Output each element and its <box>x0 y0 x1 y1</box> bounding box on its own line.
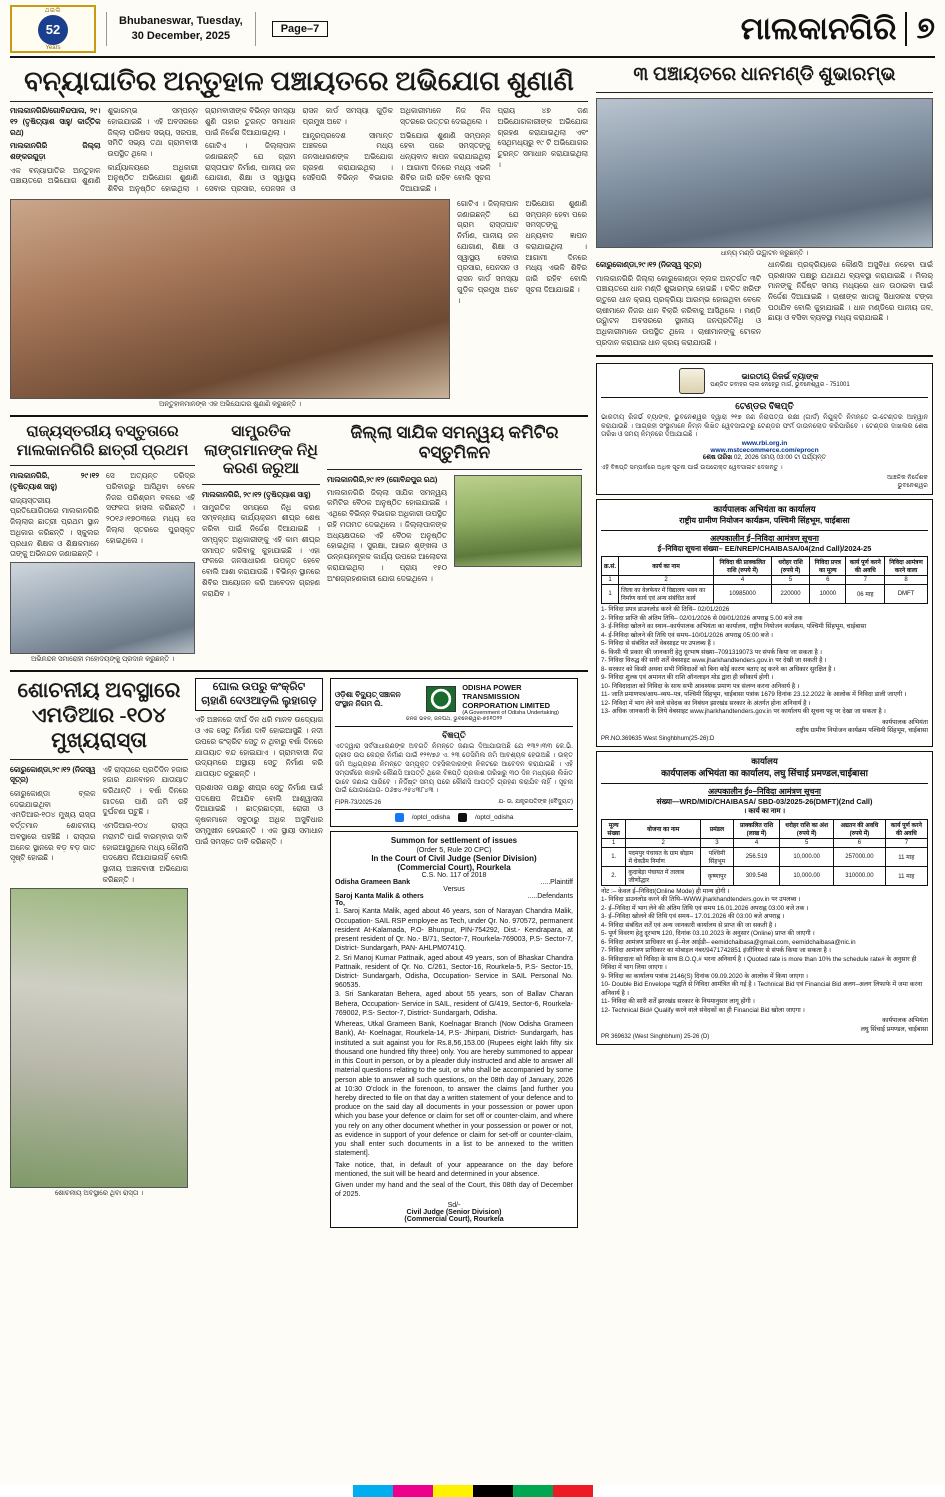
lead-col-4: ଆନ୍ଧ୍ରପ୍ରଦେଶ ସୀମାନ୍ତ ଅଞ୍ଚଳରେ ମଧ୍ୟ ଜନସାଧାରଣଙ୍କ ଅଭିଯୋଗ ଗ୍ରହଣ କରାଯାଇଥିଲା । ସେହିପରି ବିଭିନ୍ନ ବିଭାଗର ଅଧିକାରୀମାନେ ନିଜ ନିଜ ସ୍ତରରେ ଉତ୍ତର ଦେଇଥିଲେ । <box>302 106 491 183</box>
mid-story-1 <box>10 423 195 664</box>
nrep-sh-6: 8 <box>885 576 928 585</box>
nrep-head-2: राष्ट्रीय ग्रामीण नियोजन कार्यक्रम, पश्चिमी सिंहभूम, चाईबासा <box>679 515 850 525</box>
nrep-note-7: 8- सरकार को किसी अथवा सभी निविदाओं को बिना कोई कारण बताए रद्द करने का अधिकार सुरक्षित है । <box>601 665 836 673</box>
optcl-fipr: FIPR-73/2025-26 <box>335 800 382 807</box>
mid1-byline: ମାଲକାନଗିରି, ୨୯।୧୨ (ତୃଷିତ୍ୟାଶ ସାହୁ) <box>10 471 99 491</box>
lead-byline: ମାଲକାନଗିରି/ଗୋବିନ୍ଦପାଲ, ୨୯।୧୨ (ତୃଷିତ୍ୟାଶ ସାହୁ/ କାର୍ତ୍ତିକ ରଥ) <box>10 106 101 137</box>
rbi-date-value: 02, 2026 ସମୟ 03:00 ଟା ପର୍ଯ୍ୟନ୍ତ <box>733 454 827 462</box>
sbd-r1-c2: पश्चिमी सिंहभूम <box>700 847 733 866</box>
optcl-title-en: ODISHA POWER TRANSMISSION CORPORATION LIMITED <box>462 682 550 710</box>
nrep-note-8: 9- निविदा शुल्क एवं अमानत की राशि ऑनलाइन मोड द्वारा ही स्वीकार्य होगी । <box>601 674 774 682</box>
sbd-r1-c3: 256.519 <box>733 847 779 866</box>
sbd-th-5: अद्यतन की अवधि (रुपये में) <box>834 819 886 838</box>
lead-col-6: ପ୍ରାୟ ୪୭ ଜଣ ଅଭିଯୋଗକାରୀଙ୍କ ଅଭିଯୋଗ ଗ୍ରହଣ କରାଯାଇଥିଲା ଏବଂ ସେଥିମଧ୍ୟରୁ ୧୯ ଟି ଅଭିଯୋଗର ତୁରନ୍ତ ସମାଧାନ କରାଯାଇଥିଲା । <box>497 106 588 169</box>
rbi-sign-1: ଆଞ୍ଚଳିକ ନିର୍ଦ୍ଦେଶକ <box>886 474 928 482</box>
optcl-ad <box>330 678 578 827</box>
court-case-no: C.S. No. 117 of 2018 <box>421 872 487 880</box>
sbd-table <box>601 819 928 886</box>
sbd-sign-1: कार्यपालक अभियंता <box>882 1017 928 1025</box>
nrep-table <box>601 556 928 604</box>
optcl-address: ଜନଜ ଭବନ, ଜନପଥ, ଭୁବନେଶ୍ୱର-୭୫୧୦୨୨ <box>405 715 503 722</box>
nrep-note-10: 11- जाति प्रमाणपत्र/आय–व्यय–पत्र, पश्चिमी सिंहभूम, चाईबासा पत्रांक 1679 दिनांक 23.12.2022 के आलोक में निविदा डाली जाएगी । <box>601 691 907 699</box>
rbi-title: ଟେଣ୍ଡର ବିଜ୍ଞପ୍ତି <box>735 400 794 411</box>
nrep-note-1: 2- निविदा प्राप्ति की अंतिम तिथि– 02/01/2026 से 09/01/2026 अपराह्न 5.00 बजे तक <box>601 614 803 622</box>
nrep-note-6: 7- निविदा विरुद्ध की सारी शर्तें वेबसाइट www.jharkhandtenders.gov.in पर देखी जा सकती है । <box>601 657 827 665</box>
right-top-col1: ମାଲକାନଗିରି ଜିଲ୍ଲା କୋରୁକୋଣ୍ଡା ବ୍ଲକ ଅନ୍ତର୍ଗତ ୩ଟି ପଞ୍ଚାୟତରେ ଧାନ ମଣ୍ଡି ଶୁଭାରମ୍ଭ ହୋଇଛି । ଚଳିତ ଖରିଫ ଋତୁରେ ଧାନ କ୍ରୟ ପ୍ରକ୍ରିୟା ଆରମ୍ଭ ହୋଇଥିବା ବେଳେ ଚାଷୀମାନେ ନିଜର ଧାନ ବିକ୍ରି କରିବାକୁ ଆସିଥିଲେ । ମଣ୍ଡି ଉଦ୍ଘାଟନ ଅବସରରେ ସ୍ଥାନୀୟ ଜନପ୍ରତିନିଧି ଓ ଅଧିକାରୀମାନେ ଉପସ୍ଥିତ ଥିଲେ । ଚାଷୀମାନଙ୍କୁ ଟୋକନ ପ୍ରଦାନ କରାଯାଇ ଧାନ କ୍ରୟ କରାଯାଉଛି । <box>596 273 761 347</box>
sbd-th-4: धरोहर राशि का अंश (रुपये में) <box>780 819 834 838</box>
sbd-sh-4: 5 <box>780 838 834 847</box>
mid2-body: ସାମ୍ପ୍ରତିକ ସମୟରେ ନିଧି କରଣ ସମ୍ବନ୍ଧୀୟ କାର୍ଯ୍ୟକ୍ରମ ଶୀଘ୍ର ଶେଷ କରିବା ପାଇଁ ନିର୍ଦ୍ଦେଶ ଦିଆଯାଇଛି । ସମ୍ପୃକ୍ତ ଅଧିକାରୀଙ୍କୁ ଏହି କାମ ଶୀଘ୍ର ସମାପ୍ତ କରିବାକୁ କୁହାଯାଇଛି । ଏହା ଫଳରେ ଜନସାଧାରଣ ଉପକୃତ ହେବେ ବୋଲି ଆଶା କରାଯାଉଛି । ବିଭିନ୍ନ ସ୍ଥାନରେ ଶିବିର ଆୟୋଜନ କରି ଆବେଦନ ଗ୍ରହଣ କରାଯିବ । <box>202 502 320 598</box>
lead-headline: ବନ୍ୟାଘାତିର ଅନ୍ତୁହାଳ ପଞ୍ଚାୟତରେ ଅଭିଯୋଗ ଶୁଣାଣି <box>10 64 588 102</box>
sbd-r2-c3: 309.548 <box>733 866 779 885</box>
optcl-body: ଏତଦ୍ଦ୍ୱାରା ସର୍ବସାଧାରଣଙ୍କ ଅବଗତି ନିମନ୍ତେ ଜଣାଇ ଦିଆଯାଉଅଛି ଯେ ୧୩୨।୩୩ କେ.ଭି. ଗ୍ରୀଡ ଉପ କେନ୍ଦ୍ର ନିର୍ମାଣ ପାଇଁ ୧୨୧/୭୬ ଏ. ୨୩ ଡେସିମିଲ ଜମି ଆବଶ୍ୟକ ହେଉଅଛି । ଉକ୍ତ ଜମି ଅଧିଗ୍ରହଣ ନିମନ୍ତେ ସମ୍ପୃକ୍ତ ତହସିଲଦାରଙ୍କ ନିକଟରେ ଆବେଦନ କରାଯାଇଛି । ଏହି ସମ୍ପର୍କରେ କାହାରି କୌଣସି ଆପତ୍ତି ଥିଲେ ବିଜ୍ଞପ୍ତି ପ୍ରକାଶ ତାରିଖରୁ ୩୦ ଦିନ ମଧ୍ୟରେ ଲିଖିତ ଭାବେ ଜଣାଇ ପାରିବେ । ନିର୍ଦ୍ଦିଷ୍ଟ ସମୟ ପରେ କୌଣସି ଆପତ୍ତି ଗ୍ରହଣ କରାଯିବ ନାହିଁ । ସୂଚନା ପାଇଁ ଯୋଗାଯୋଗ- ୦୬୭୪-୨୫୪୩୮୪୩ । <box>335 742 573 795</box>
nrep-th-5: कार्य पूर्ण करने की अवधि <box>846 557 885 576</box>
sbd-th-2: प्रमंडल <box>700 819 733 838</box>
court-para-1: Whereas, Utkal Grameen Bank, Koelnagar Branch (Now Odisha Grameen Bank), At- Koelnagar, Rourkela-14, P.S- Jhirpani, District- Sundargarh, has instituted a suit against you for Rs.8,56,153.00 (Rupees eight lakh fifty six thousand one hundred fifty three) only. You are hereby summoned to appear in this Court in person, or by a pleader duly instructed and able to answer all material questions relating to the suit, or who shall be accompanied by some person able to answer all such questions, on the 08th day of January, 2026 at 10:30 O'clock in the forenoon, to answer the claims [and further you hereby directed to file on that day a written statement of your defence and to produce on the said day all documents in your possession or power upon which you base your defence or claim for set off or counter-claim, and where you rely on any other document whether in your possession or power or not, as evidence in support of your defence or claim for set-off or counter-claim, you shall enter such documents in a list to be annexed to the written statement]. <box>335 1021 573 1158</box>
nrep-sh-3: 5 <box>771 576 809 585</box>
sbd-r2-c4: 10,000.00 <box>780 866 834 885</box>
sbd-note-8: 8- निविदादाता को निविदा के साथ B.O.Q.# भरना अनिवार्य है । Quoted rate is more than 10% the schedule rate# के अनुसार ही निविदा में भाग लिया जाएगा । <box>601 955 917 972</box>
sbd-sh-2: 3 <box>700 838 733 847</box>
sbd-table-header-row <box>602 819 928 838</box>
nrep-sh-1: 2 <box>619 576 714 585</box>
bridge-headline: ଘୋଲ ଉପରୁ କଂକ୍ରିଟ ଚାହାଣି ଦେଓଆଡ଼ଲି ଲୁହାଗଡ଼ <box>201 680 317 707</box>
nrep-r1-c3: 220000 <box>771 585 809 604</box>
nrep-table-header-row <box>602 557 928 576</box>
mid3-headline: ଜିଲ୍ଲା ସାଯିକ ସମନ୍ୱୟ କମିଟିର ବସ୍ତୁମିଳନ <box>350 422 559 463</box>
lead-columns <box>10 106 588 195</box>
mid2-byline: ମାଲକାନଗିରି, ୨୯।୧୨ (ତୃଷିତ୍ୟାଶ ସାହୁ) <box>202 489 311 499</box>
nrep-r1-c5: 06 माह <box>846 585 885 604</box>
nrep-head-4: ई–निविदा सूचना संख्या– EE/NREP/CHAIBASA/04(2nd Call)/2024-25 <box>657 544 872 554</box>
nrep-head-3: अल्पकालीन ई–निविदा आमंत्रण सूचना <box>710 533 819 543</box>
sbd-r1-c5: 257000.00 <box>834 847 886 866</box>
nrep-th-2: निविदा की प्राक्कलित राशि (रुपये में) <box>714 557 772 576</box>
court-para-2: Take notice, that, in default of your appearance on the day before mentioned, the suit will be heard and determined in your absence. <box>335 1161 573 1178</box>
optcl-title-or: ଓଡ଼ିଶା ବିଦ୍ୟୁତ୍ ସଞ୍ଚାଳନ ସଂସ୍ଥାନ ନିଗମ ଲି. <box>335 690 401 709</box>
nrep-note-2: 3- ई-निविदा खोलने का स्थान–कार्यपालक अभियंता का कार्यालय, राष्ट्रीय नियोजन कार्यक्रम, पश्चिमी सिंहभूम, चाईबासा <box>601 623 867 631</box>
court-versus: Versus <box>443 886 465 894</box>
sbd-note-2: 2- ई–निविदा में भाग लेने की अंतिम तिथि एवं समय 16.01.2026 अपराह्न 03:00 बजे तक । <box>601 904 809 912</box>
mid3-photo <box>454 475 582 567</box>
page-label: Page–7 <box>272 21 329 37</box>
sbd-r1-c4: 10,000.00 <box>780 847 834 866</box>
sbd-r1-c6: 11 माह <box>885 847 927 866</box>
sbd-head-4: संख्या—WRD/MID/CHAIBASA/ SBD-03/2025-26(DMFT)(2nd Call) <box>656 797 873 807</box>
sbd-head-5: । कार्य का नाम । <box>743 808 786 816</box>
sbd-r1-c0: 1. <box>602 847 626 866</box>
lead-col-1: ଏକ ବନ୍ୟାଘାତିର ଅନ୍ତୁହାଳ ପଞ୍ଚାୟତରେ ଅଭିଯୋଗ ଶୁଣାଣି ଶୁଭାରମ୍ଭ ସମ୍ପନ୍ନ ହୋଇଯାଇଛି । ଏହି ଅବସରରେ ଜିଲ୍ଲା ପରିଷଦ ସଭ୍ୟ, ସରପଞ୍ଚ, ସମିତି ସଭ୍ୟ ତଥା ଗ୍ରାମବାସୀ ଉପସ୍ଥିତ ଥିଲେ । <box>10 106 198 186</box>
twitter-icon[interactable] <box>458 813 467 822</box>
nrep-note-0: 1- निविदा प्रपत्र डाउनलोड करने की तिथि– 02/01/2026 <box>601 606 730 614</box>
nrep-head-1: कार्यपालक अभियंता का कार्यालय <box>713 504 816 515</box>
sbd-pr-number: PR 369632 (West Singhbhum) 25-26 (D) <box>601 1034 710 1041</box>
paper-name: ମାଲକାନଗିରି <box>740 10 897 46</box>
nrep-th-3: धरोहर राशि (रुपये में) <box>771 557 809 576</box>
rbi-date-label: ଶେଷ ତାରିଖ <box>702 454 733 462</box>
optcl-notice-head: ବିଜ୍ଞପ୍ତି <box>442 729 466 740</box>
right-top-col2: ଧାନକିଣା ପ୍ରକ୍ରିୟାରେ କୌଣସି ଅସୁବିଧା ନହେବା ପାଇଁ ପ୍ରଶାସନ ପକ୍ଷରୁ ଯଥାଯଥ ବ୍ୟବସ୍ଥା କରାଯାଇଛି । ମିଲର୍ ମାନଙ୍କୁ ନିର୍ଦ୍ଦିଷ୍ଟ ସମୟ ମଧ୍ୟରେ ଧାନ ଉଠାଇବା ପାଇଁ ନିର୍ଦ୍ଦେଶ ଦିଆଯାଇଛି । ଚାଷୀଙ୍କ ଖାତାକୁ ସିଧାସଳଖ ଟଙ୍କା ପଠାଯିବ ବୋଲି କୁହାଯାଇଛି । ଧାନ ମଣ୍ଡିରେ ପାନୀୟ ଜଳ, ଛାୟା ଓ ବସିବା ବ୍ୟବସ୍ଥା ମଧ୍ୟ କରାଯାଇଛି । <box>768 259 933 323</box>
court-defendant: Saroj Kanta Malik & others <box>335 893 424 901</box>
nrep-table-subheader-row <box>602 576 928 585</box>
optcl-logo-icon <box>426 686 456 712</box>
right-top-byline: କୋରୁକୋଣ୍ଡା,୨୯।୧୨ (ନିଜସ୍ୱ ସୂତ୍ର) <box>596 259 702 269</box>
rbi-website-2[interactable]: www.mstcecommerce.com/eprocn <box>710 447 819 455</box>
mid3-byline: ମାଲକାନଗିରି,୨୯।୧୨ (ଗୋବିନ୍ଦପୁର ରଥ) <box>327 474 438 484</box>
sbd-note-3: 3- ई–निविदा खोलने की तिथि एवं समय– 17.01.2026 की 03:00 बजे अपराह्न । <box>601 913 785 921</box>
sbd-tender-ad <box>596 751 933 1045</box>
bottom-left-photo <box>10 888 188 1188</box>
mid1-col1: ରାଜ୍ୟସ୍ତରୀୟ ପ୍ରତିଯୋଗିତାରେ ମାଲକାନଗିରି ଜିଲ୍ଲାର ଛାତ୍ରୀ ପ୍ରଥମ ସ୍ଥାନ ଅଧିକାର କରିଛନ୍ତି । ସ୍କୁଲର ପ୍ରଧାନ ଶିକ୍ଷକ ଓ ଶିକ୍ଷକମାନେ ତାଙ୍କୁ ଅଭିନନ୍ଦନ ଜଣାଇଛନ୍ତି । <box>10 495 99 559</box>
nrep-th-4: निविदा प्रपत्र का मूल्य <box>810 557 846 576</box>
lead-col-5: ଅଭିଯୋଗ ଶୁଣାଣି ସମ୍ପନ୍ନ ହେବା ପରେ ସମସ୍ତଙ୍କୁ ଧନ୍ୟବାଦ ଜ୍ଞାପନ କରାଯାଇଥିଲା । ଆଗାମୀ ଦିନରେ ମଧ୍ୟ ଏଭଳି ଶିବିର ଜାରି ରହିବ ବୋଲି ସୂଚନା ଦିଆଯାଇଛି । <box>400 130 491 194</box>
rbi-address: ପଣ୍ଡିତ ଜବାହର ଲାଲ ନେହେରୁ ମାର୍ଗ, ଭୁବନେଶ୍ୱର - 751001 <box>710 382 850 389</box>
mid2-headline: ସାମ୍ପ୍ରତିକ ଲାଙ୍ଗମାନଙ୍କ ନିଧି କରଣ ଜରୁଆ <box>204 422 318 478</box>
rbi-body: ଭାରତୀୟ ରିଜର୍ଭ ବ୍ୟାଙ୍କ, ଭୁବନେଶ୍ୱର ଦ୍ୱାରା ୨୧୭ ଜଣ ନିରାପତ୍ତା ରକ୍ଷୀ (ଗାର୍ଡ) ନିଯୁକ୍ତି ନିମନ୍ତେ ଇ-ଟେଣ୍ଡର ଆହ୍ୱାନ କରାଯାଉଛି । ଆଗ୍ରହୀ ସଂସ୍ଥାମାନେ ନିମ୍ନ ଲିଖିତ ୱେବସାଇଟରୁ ଟେଣ୍ଡର ଫର୍ମ ଡାଉନଲୋଡ କରିପାରିବେ । ଟେଣ୍ଡର ଦାଖଲର ଶେଷ ତାରିଖ ଓ ସମୟ ନିମ୍ନରେ ଦିଆଯାଇଛି । <box>601 413 928 439</box>
bridge-story <box>195 678 323 1228</box>
table-row <box>602 585 928 604</box>
sbd-head-3: अल्पकालीन ई०–निविदा आमंत्रण सूचना <box>708 786 821 796</box>
court-head3: In the Court of Civil Judge (Senior Division) <box>371 854 537 864</box>
nrep-note-9: 10- निविदादाता को निविदा के साथ सभी आवश्यक प्रमाण पत्र संलग्न करना अनिवार्य है । <box>601 682 800 690</box>
court-defendant-1: 1. Saroj Kanta Malik, aged about 46 years, son of Narayan Chandra Malik, Occupation- SAIL RSP employee as Tech, under Qr. No. 970572, permanent resident At-Kalamada, P.O- Bhunpur, PIN-754292, Dist.- Kendrapara, at present resident of Qr. No.- B/71, Sector-7, Rourkela-769003, P.S- Sector-7, District- Sundargarh, PAN- AHLPM0741Q. <box>335 908 573 953</box>
mid3-body: ମାଲକାନଗିରି ଜିଲ୍ଲା ସାଯିକ ସମନ୍ୱୟ କମିଟିର ବୈଠକ ଅନୁଷ୍ଠିତ ହୋଇଯାଇଛି । ଏଥିରେ ବିଭିନ୍ନ ବିଭାଗର ଅଧିକାରୀ ଉପସ୍ଥିତ ରହି ମତାମତ ଦେଇଥିଲେ । ଜିଲ୍ଲାପାଳଙ୍କ ଅଧ୍ୟକ୍ଷତାରେ ଏହି ବୈଠକ ଅନୁଷ୍ଠିତ ହୋଇଥିଲା । ସୁରକ୍ଷା, ଆଇନ ଶୃଙ୍ଖଳା ଓ ଉନ୍ନୟନମୂଳକ କାର୍ଯ୍ୟ ଉପରେ ଆଲୋଚନା କରାଯାଇଥିଲା । ପ୍ରାୟ ୧୫୦ ଅଂଶଗ୍ରହଣକାରୀ ଯୋଗ ଦେଇଥିଲେ । <box>327 487 447 583</box>
sbd-sign-2: लघु सिंचाई प्रमण्डल, चाईबासा <box>860 1025 928 1033</box>
nrep-r1-c1: जिला का वेलफेयर में विद्यालय भवन का निर्माण कार्य एवं अन्य संबंधित कार्य <box>619 585 714 604</box>
bottom-row <box>10 678 588 1228</box>
nrep-pr-number: PR.NO.369635 West Singhbhum(25-26):D <box>601 735 715 742</box>
sbd-sh-1: 2 <box>626 838 700 847</box>
badge-top-text: ଥଇଲି <box>44 7 62 14</box>
sbd-head-1: कार्यालय <box>751 755 778 766</box>
nrep-r1-c4: 10000 <box>810 585 846 604</box>
sbd-r2-c0: 2. <box>602 866 626 885</box>
lead-side-col2: ଅଭିଯୋଗ ଶୁଣାଣି ସମ୍ପନ୍ନ ହେବା ପରେ ସମସ୍ତଙ୍କୁ ଧନ୍ୟବାଦ ଜ୍ଞାପନ କରାଯାଇଥିଲା । ଆଗାମୀ ଦିନରେ ମଧ୍ୟ ଏଭଳି ଶିବିର ଜାରି ରହିବ ବୋଲି ସୂଚନା ଦିଆଯାଇଛି । <box>525 198 587 294</box>
optcl-facebook-handle[interactable]: /optcl_odisha <box>411 814 450 822</box>
nrep-sh-0: 1 <box>602 576 619 585</box>
bottom-left-col2: ଏହି ରାସ୍ତାରେ ପ୍ରତିଦିନ ହଜାର ହଜାର ଯାନବାହନ ଯାତାୟାତ କରିଥାନ୍ତି । ବର୍ଷା ଦିନରେ ଗାତରେ ପାଣି ଜମି ରହି ଦୁର୍ଘଟଣା ଘଟୁଛି । <box>102 764 188 817</box>
nrep-note-11: 12- निविदा में भाग लेने वाले संवेदक का निबंधन झारखंड सरकार के अंतर्गत होना अनिवार्य है । <box>601 699 811 707</box>
mid1-col2: ସେ ଅତ୍ୟନ୍ତ ଦରିଦ୍ର ପରିବାରରୁ ଆସିଥିବା ବେଳେ ନିଜର ପରିଶ୍ରମ ବଳରେ ଏହି ସଫଳତା ହାସଲ କରିଛନ୍ତି । ୨୦୧୬।୧୭୦୩ରେ ମଧ୍ୟ ସେ ଜିଲ୍ଲା ସ୍ତରରେ ପୁରସ୍କୃତ ହୋଇଥିଲେ । <box>106 471 195 545</box>
optcl-twitter-handle[interactable]: /optcl_odisha <box>475 814 514 822</box>
sbd-sh-6: 7 <box>885 838 927 847</box>
court-summon-ad <box>330 831 578 1227</box>
right-zone <box>596 64 933 1228</box>
bottom-left-col3: ଏମଡିଆର-୧୦୪ ରାସ୍ତା ମରାମତି ପାଇଁ ବାରମ୍ବାର ଦାବି ହୋଇଆସୁଥିଲେ ମଧ୍ୟ କୌଣସି ପଦକ୍ଷେପ ନିଆଯାଇନାହିଁ ବୋଲି ସ୍ଥାନୀୟ ଅଞ୍ଚଳବାସୀ ଅଭିଯୋଗ କରିଛନ୍ତି । <box>102 821 188 884</box>
left-zone <box>10 64 588 1228</box>
nrep-sign-2: राष्ट्रीय ग्रामीण नियोजन कार्यक्रम पश्चिमी सिंहभूम, चाईबासा <box>795 727 928 735</box>
nrep-tender-ad <box>596 499 933 747</box>
nrep-th-6: निविदा आमंत्रण करने वाला <box>885 557 928 576</box>
nrep-note-3: 4- ई-निविदा खोलने की तिथि एवं समय–10/01/2026 अपराह्न 05:00 बजे । <box>601 631 773 639</box>
nrep-sh-5: 7 <box>846 576 885 585</box>
nrep-sh-2: 4 <box>714 576 772 585</box>
sbd-note-0: नोट :– केवल ई–निविदा(Online Mode) ही मान्य होगी । <box>601 887 730 895</box>
sbd-notes <box>601 888 928 1016</box>
optcl-social <box>335 813 573 822</box>
sbd-th-0: मूल्य संख्या <box>602 819 626 838</box>
rbi-sign-2: ଭୁବନେଶ୍ୱର <box>897 482 928 490</box>
nrep-note-4: 5- निविदा से संबंधित शर्तें वेबसाइट पर उपलब्ध हैं । <box>601 640 715 648</box>
lead-photo-caption: ଅନ୍ତୁହାଳମାନଙ୍କ ଏକ ଅଭିଯୋଗର ଶୁଣାଣି କରୁଛନ୍ତି । <box>158 400 301 408</box>
nrep-sign-1: कार्यपालक अभियंता <box>882 718 928 726</box>
sbd-note-10: 10- Double Bid Envelope पद्धति से निविदा आमंत्रित की गई है । Technical Bid एवं Financial Bid अलग–अलग लिफाफे में जमा करना अनिवार्य है । <box>601 981 923 997</box>
court-head2: (Order 5, Rule 20 CPC) <box>416 845 492 855</box>
dateline-line1: Bhubaneswar, Tuesday, <box>119 15 243 28</box>
sbd-note-1: 1- निविदा डाउनलोड करने की तिथि–WWW.jharkhandtenders.gov.in पर उपलब्ध । <box>601 896 801 904</box>
lead-col-3: ଗୋଟିଏ । ଜିଲ୍ଲାପାଳ ଜଣାଇଛନ୍ତି ଯେ ଗ୍ରାମ ରାସ୍ତାଘାଟ ନିର୍ମାଣ, ପାନୀୟ ଜଳ ଯୋଗାଣ, ଶିକ୍ଷା ଓ ସ୍ୱାସ୍ଥ୍ୟ ସେବାର ପ୍ରସାର, ପେନସନ ଓ ରାସନ କାର୍ଡ ସମସ୍ୟା ଗୁଡ଼ିକ ପ୍ରମୁଖ ଅଟେ । <box>205 106 393 194</box>
lead-byline2: ମାଲକାନଗିରି ଜିଲ୍ଲା ଶଙ୍କରଗୁଡ଼ା <box>10 141 101 161</box>
rbi-website-1[interactable]: www.rbi.org.in <box>741 440 788 448</box>
sbd-th-6: कार्य पूर्ण करने की अवधि <box>885 819 927 838</box>
lead-photo <box>10 199 450 399</box>
court-head1: Summon for settlement of issues <box>390 836 518 846</box>
mid-stories <box>10 423 588 664</box>
court-to: To, <box>335 900 345 908</box>
mid-story-2 <box>202 423 320 664</box>
nrep-r1-c2: 10985000 <box>714 585 772 604</box>
page-number: ୭ <box>905 12 935 46</box>
mid-story-3 <box>327 423 582 664</box>
court-plaintiff: Odisha Grameen Bank <box>335 879 411 887</box>
sbd-note-12: 12- Technical Bid# Qualify करने वाले संवेदकों का ही Financial Bid खोला जाएगा । <box>601 1006 805 1014</box>
right-top-photo <box>596 98 933 248</box>
badge-years: Years <box>45 44 61 51</box>
right-top-headline: ୩ ପଞ୍ଚାୟତରେ ଧାନମଣ୍ଡି ଶୁଭାରମ୍ଭ <box>633 64 896 85</box>
anniversary-logo <box>10 5 96 53</box>
optcl-sd: ଯ- ଉ. ଯନ୍ତ୍ରପତିଙ୍କ (ବୈଦ୍ୟୁତ) <box>498 799 573 806</box>
nrep-r1-c6: DMFT <box>885 585 928 604</box>
bottom-left-col1: କୋରୁକୋଣ୍ଡା ବ୍ଲକ ଦେଇଯାଇଥିବା ଏମଡିଆର-୧୦୪ ମୁଖ୍ୟ ରାସ୍ତା ବର୍ତ୍ତମାନ ଶୋଚନୀୟ ଅବସ୍ଥାରେ ପହଞ୍ଚିଛି । ରାସ୍ତାର ଅନେକ ସ୍ଥାନରେ ବଡ଼ ବଡ଼ ଗାତ ସୃଷ୍ଟି ହୋଇଛି । <box>10 789 96 863</box>
court-defendant-tag: .....Defendants <box>527 893 573 901</box>
dateline-line2: 30 December, 2025 <box>131 30 231 42</box>
bottom-left-byline: କୋରୁକୋଣ୍ଡା,୨୯।୧୨ (ନିଜସ୍ୱ ସୂତ୍ର) <box>10 764 96 785</box>
ads-column <box>330 678 578 1228</box>
nrep-sh-4: 6 <box>810 576 846 585</box>
nrep-th-1: कार्य का नाम <box>619 557 714 576</box>
page-content <box>10 64 935 1228</box>
lead-side-text <box>457 199 587 409</box>
optcl-title-en-sub: (A Government of Odisha Undertaking) <box>462 709 559 716</box>
sbd-note-11: 11- निविदा की सारी शर्तें झारखंड सरकार के नियमानुसार लागू होंगी । <box>601 998 755 1006</box>
bottom-left-photo-caption: ଶୋଚନୀୟ ଅବସ୍ଥାରେ ଥିବା ରାସ୍ତା । <box>54 1189 144 1197</box>
rbi-tender-ad <box>596 363 933 496</box>
right-top-story <box>596 64 933 349</box>
lead-col-2: କାର୍ଯ୍ୟାଳୟରେ ଅଧିକାରୀ ଅନୁଷ୍ଠିତ ଅଭିଯୋଗ ଶୁଣାଣି ଶିବିର ଅନୁଷ୍ଠିତ ହୋଇଥିଲା । ଗ୍ରାମବାସୀଙ୍କ ବିଭିନ୍ନ ସମସ୍ୟା ଶୁଣି ତାହାର ତୁରନ୍ତ ସମାଧାନ ପାଇଁ ନିର୍ଦ୍ଦେଶ ଦିଆଯାଇଥିଲା । <box>107 106 296 194</box>
table-row <box>602 866 928 885</box>
sbd-r2-c2: कृष्णापुर <box>700 866 733 885</box>
bridge-col2: ପ୍ରଶାସନ ପକ୍ଷରୁ ଶୀଘ୍ର ସେତୁ ନିର୍ମାଣ ପାଇଁ ପଦକ୍ଷେପ ନିଆଯିବ ବୋଲି ଆଶ୍ୱାସନା ଦିଆଯାଇଛି । ଛାତ୍ରଛାତ୍ରୀ, ରୋଗୀ ଓ କୃଷକମାନେ ସବୁଠାରୁ ଅଧିକ ଅସୁବିଧାର ସମ୍ମୁଖୀନ ହେଉଛନ୍ତି । ଏକ ସ୍ଥାୟୀ ସମାଧାନ ପାଇଁ ସମସ୍ତେ ଦାବି କରିଛନ୍ତି । <box>195 782 323 846</box>
sbd-sh-3: 4 <box>733 838 779 847</box>
masthead <box>10 6 935 58</box>
sbd-sh-0: 1 <box>602 838 626 847</box>
dateline <box>106 12 256 46</box>
court-sign-1: Civil Judge (Senior Division) <box>406 1208 502 1216</box>
badge-number: 52 <box>38 15 68 45</box>
sbd-th-3: प्राक्कलित राशि (लाख में) <box>733 819 779 838</box>
mid1-headline: ରାଜ୍ୟସ୍ତରୀୟ ବସ୍ତୁତାରେ ମାଲକାନଗିରି ଛାତ୍ରୀ ପ୍ରଥମ <box>16 422 189 459</box>
mid1-photo-caption: ଅଭିନନ୍ଦନ ସମାରୋହୀ ମହୋଦୟଙ୍କୁ ପ୍ରଦାନ କରୁଛନ୍ତି । <box>30 655 175 663</box>
rbi-emblem-icon <box>679 368 705 394</box>
court-sign-2: (Commercial Court), Rourkela <box>404 1215 504 1223</box>
facebook-icon[interactable] <box>395 813 404 822</box>
nrep-notes <box>601 606 928 717</box>
sbd-table-subheader-row <box>602 838 928 847</box>
sbd-note-7: 7- निविदा आमंत्रण प्राधिकार का मोबाइल नंबर/9471742851 इंजीनियर से संपर्क किया जा सकता है । <box>601 947 831 955</box>
paper-nameplate <box>741 11 935 48</box>
court-defendant-2: 2. Sri Manoj Kumar Pattnaik, aged about 49 years, son of Bhaskar Chandra Pattnaik, resident of Qr. No. C/261, Sector-16, Rourkela-5, P.S- Sector-15, District- Sundargarh, Odisha, Occupation- Service in SAIL Personal No. 960535. <box>335 954 573 990</box>
nrep-r1-c0: 1 <box>602 585 619 604</box>
mid1-photo <box>10 562 195 654</box>
color-registration-bar <box>0 1485 945 1497</box>
right-top-photo-caption: ଧାନ୍ୟ ମଣ୍ଡି ଉଦ୍ଘାଟନ କରୁଛନ୍ତି । <box>720 249 809 257</box>
table-row <box>602 847 928 866</box>
nrep-th-0: क्र.सं. <box>602 557 619 576</box>
lead-side-col1: ଗୋଟିଏ । ଜିଲ୍ଲାପାଳ ଜଣାଇଛନ୍ତି ଯେ ଗ୍ରାମ ରାସ୍ତାଘାଟ ନିର୍ମାଣ, ପାନୀୟ ଜଳ ଯୋଗାଣ, ଶିକ୍ଷା ଓ ସ୍ୱାସ୍ଥ୍ୟ ସେବାର ପ୍ରସାର, ପେନସନ ଓ ରାସନ କାର୍ଡ ସମସ୍ୟା ଗୁଡ଼ିକ ପ୍ରମୁଖ ଅଟେ । <box>457 198 519 305</box>
bridge-col1: ଏହି ଅଞ୍ଚଳରେ ଦୀର୍ଘ ଦିନ ଧରି ମାନବ ଉଦ୍ୟୋଗ ଓ ଏକ ସେତୁ ନିର୍ମାଣ ଦାବି ହୋଇଆସୁଛି । ନଦୀ ଉପରେ କଂକ୍ରିଟ ସେତୁ ନ ଥିବାରୁ ବର୍ଷା ଦିନରେ ଯାତାୟାତ ବନ୍ଦ ହୋଇଯାଏ । ଗ୍ରାମବାସୀ ନିଜ ଉଦ୍ୟମରେ ଅସ୍ଥାୟୀ ସେତୁ ନିର୍ମାଣ କରି ଯାତାୟାତ କରୁଛନ୍ତି । <box>195 715 323 779</box>
lead-story <box>10 64 588 409</box>
court-para-3: Given under my hand and the seal of the Court, this 08th day of December of 2025. <box>335 1182 573 1199</box>
sbd-r2-c5: 310000.00 <box>834 866 886 885</box>
sbd-note-5: 5- पूर्ण विवरण हेतु दूरभाष 120, दिनांक 03.10.2023 के अनुसार (Online) प्राप्त की जाएगी । <box>601 930 815 938</box>
nrep-note-5: 6- किसी भी प्रकार की जानकारी हेतु दूरभाष संख्या–7091319073 पर संपर्क किया जा सकता है । <box>601 648 823 656</box>
bottom-left-story <box>10 678 188 1228</box>
sbd-r1-c1: पदमपुर पंचायत के ग्राम बोड़ाम में चेकडैम निर्माण <box>626 847 700 866</box>
court-plaintiff-tag: .....Plaintiff <box>540 879 573 887</box>
sbd-r2-c6: 11 माह <box>885 866 927 885</box>
sbd-note-9: 9- निविदा का कार्यालय पत्रांक 2146(S) दिनांक 09.09.2020 के आलोक में किया जाएगा । <box>601 972 808 980</box>
sbd-head-2: कार्यपालक अभियंता का कार्यालय, लघु सिंचाई प्रमण्डल,चाईबासा <box>661 768 868 779</box>
sbd-sh-5: 6 <box>834 838 886 847</box>
sbd-note-6: 6- निविदा आमंत्रण प्राधिकार का ई–मेल आईडी– eemidchaibasa@gmail.com, eemidchaibasa@nic.in <box>601 938 856 946</box>
sbd-note-4: 4- निविदा संबंधित शर्तें एवं अन्य जानकारी कार्यालय से प्राप्त की जा सकती है । <box>601 921 777 929</box>
rbi-org: ଭାରତୀୟ ରିଜର୍ଭ ବ୍ୟାଙ୍କ <box>741 372 819 382</box>
bottom-left-headline: ଶୋଚନୀୟ ଅବସ୍ଥାରେ ଏମଡିଆର -୧୦୪ ମୁଖ୍ୟରାସ୍ତା <box>17 677 181 753</box>
court-sd: Sd/- <box>447 1201 461 1209</box>
court-defendant-3: 3. Sri Sankaratan Behera, aged about 55 years, son of Ballav Charan Behera, Occupation- Service in SAIL, resident of G/419, Sector-6, Rourkela-769002, P.S- Sector-7, District- Sundargarh, Odisha. <box>335 991 573 1017</box>
sbd-r2-c1: कुदाबेड़ा पंचायत में तालाब जीर्णोद्धार <box>626 866 700 885</box>
sbd-th-1: योजना का नाम <box>626 819 700 838</box>
court-head4: (Commercial Court), Rourkela <box>397 863 511 873</box>
rbi-footnote: ଏହି ବିଜ୍ଞପ୍ତି ସମ୍ପର୍କରେ ଅଧିକ ସୂଚନା ପାଇଁ ଉପରୋକ୍ତ ୱେବସାଇଟ ଦେଖନ୍ତୁ । <box>601 464 783 472</box>
nrep-note-12: 13- अधिक जानकारी के लिये वेबसाइट www.jharkhandtenders.gov.in पर कार्यालय की सूचना पट्ट पर देखा जा सकता है । <box>601 708 886 716</box>
